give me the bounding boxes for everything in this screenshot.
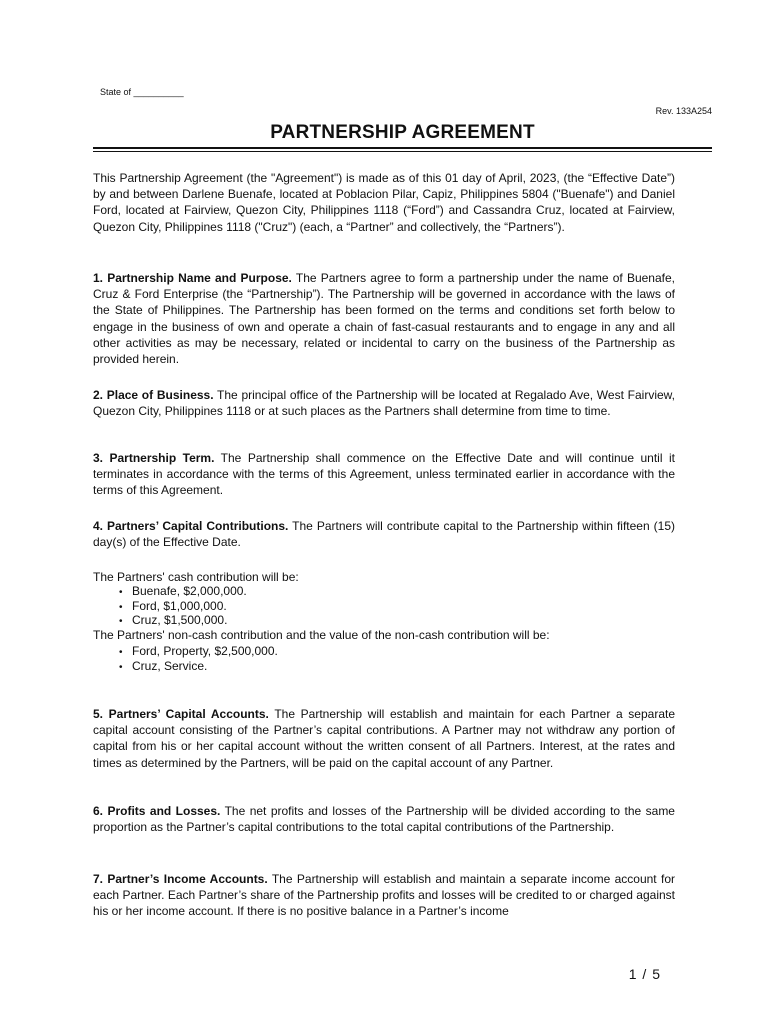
section-2	[93, 387, 675, 419]
section-6-text: The net profits and losses of the Partnership will be divided according to the same proportion as the Partner’s capital contributions to the total capital contributions of the Partnership.	[93, 804, 675, 835]
section-6	[93, 803, 675, 835]
section-1-text: The Partners agree to form a partnership under the name of Buenafe, Cruz & Ford Enterprise (the “Partnership”). The Partnership will be governed in accordance with the laws of the State of Philippines. The Partnership has been formed on the terms and conditions set forth below to engage in the business of own and operate a chain of fast-casual restaurants and to engage in any and all other activities as may be necessary, related or incidental to carry on the business of the Partnership as provided herein.	[93, 271, 675, 367]
section-5-text: The Partnership will establish and maintain for each Partner a separate capital account consisting of the Partner’s capital contributions. A Partner may not withdraw any portion of capital from his or her capital account without the written consent of all Partners. Interest, at the rates and times as determined by the Partners, will be paid on the capital account of any Partner.	[93, 707, 675, 770]
page-indicator: 1 / 5	[628, 966, 661, 982]
section-3-heading: 3. Partnership Term.	[93, 451, 215, 465]
list-item: • Cruz, Service.	[119, 660, 675, 675]
section-4	[93, 518, 675, 550]
list-item: • Cruz, $1,500,000.	[119, 614, 675, 629]
section-6-heading: 6. Profits and Losses.	[93, 804, 221, 818]
section-4-text: The Partners will contribute capital to the Partnership within fifteen (15) day(s) of the Effective Date.	[93, 519, 675, 550]
list-item: • Buenafe, $2,000,000.	[119, 585, 675, 600]
section-7	[93, 871, 675, 920]
revision-number: Rev. 133A254	[655, 106, 712, 116]
document-title: PARTNERSHIP AGREEMENT	[270, 122, 535, 143]
list-item: • Ford, Property, $2,500,000.	[119, 645, 675, 660]
section-3	[93, 450, 675, 499]
cash-contribution-list	[93, 585, 675, 629]
section-4-heading: 4. Partners’ Capital Contributions.	[93, 519, 289, 533]
intro-paragraph	[93, 170, 675, 235]
section-1	[93, 270, 675, 367]
section-2-heading: 2. Place of Business.	[93, 388, 214, 402]
section-3-text: The Partnership shall commence on the Effective Date and will continue until it terminates in accordance with the terms of this Agreement, unless terminated earlier in accordance with the terms of this Agreement.	[93, 451, 675, 498]
section-5	[93, 706, 675, 771]
state-field: State of __________	[100, 87, 184, 97]
section-5-heading: 5. Partners’ Capital Accounts.	[93, 707, 269, 721]
cash-contribution-intro: The Partners' cash contribution will be:	[93, 570, 299, 584]
list-item: • Ford, $1,000,000.	[119, 600, 675, 615]
section-1-heading: 1. Partnership Name and Purpose.	[93, 271, 292, 285]
noncash-contribution-intro: The Partners' non-cash contribution and the value of the non-cash contribution will be:	[93, 628, 550, 642]
intro-text: This Partnership Agreement (the "Agreement") is made as of this 01 day of April, 2023, (the “Effective Date”) by and between Darlene Buenafe, located at Poblacion Pilar, Capiz, Philippines 5804 ("Buenafe") and Daniel Ford, located at Fairview, Quezon City, Philippines 1118 (“Ford”) and Cassandra Cruz, located at Fairview, Quezon City, Philippines 1118 ("Cruz") (each, a “Partner” and collectively, the “Partners”).	[93, 171, 675, 234]
title-rule-thin	[93, 151, 712, 152]
section-2-text: The principal office of the Partnership will be located at Regalado Ave, West Fairview, Quezon City, Philippines 1118 or at such places as the Partners shall determine from time to time.	[93, 388, 675, 419]
noncash-contribution-list	[93, 645, 675, 674]
section-7-text: The Partnership will establish and maintain a separate income account for each Partner. Each Partner’s share of the Partnership profits and losses will be credited to or charged against his or her income account. If there is no positive balance in a Partner’s income	[93, 872, 676, 919]
section-7-heading: 7. Partner’s Income Accounts.	[93, 872, 268, 886]
title-rule-thick	[93, 147, 712, 149]
